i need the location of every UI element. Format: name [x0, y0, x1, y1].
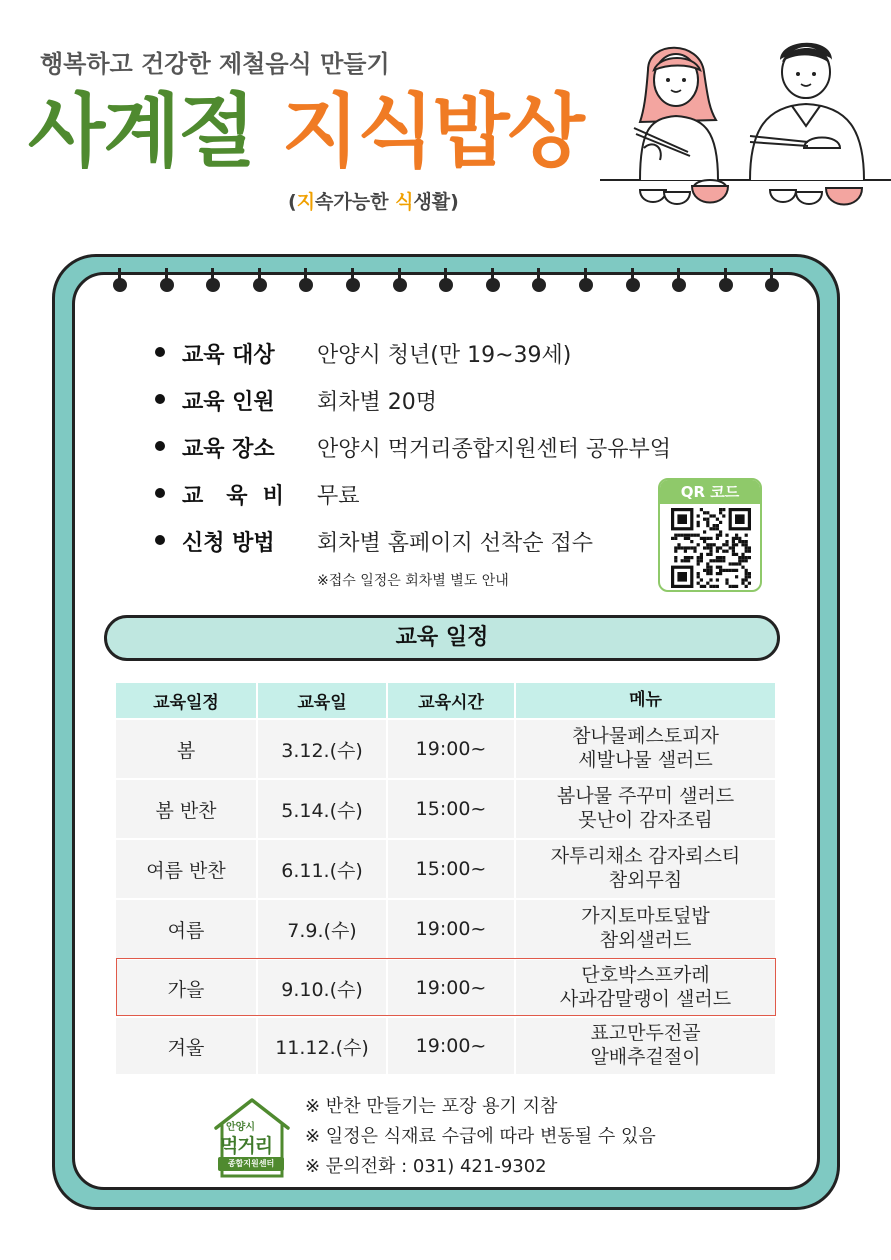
- menu-line-1: 가지토마토덮밥: [581, 905, 710, 928]
- time-cell: 19:00~: [388, 720, 514, 778]
- people-eating-illustration: [600, 30, 891, 230]
- schedule-title: 교육 일정: [104, 615, 780, 661]
- bullet-icon: [155, 347, 165, 357]
- date-cell: 7.9.(수): [258, 900, 386, 958]
- binder-ring-icon: [719, 278, 733, 292]
- logo-name: 먹거리: [220, 1135, 273, 1157]
- menu-line-2: 참외무침: [608, 869, 683, 891]
- menu-line-2: 못난이 감자조림: [578, 809, 713, 831]
- binder-ring-icon: [626, 278, 640, 292]
- title-part-2: 지식밥상: [281, 85, 583, 178]
- note-item: ※ 일정은 식재료 수급에 따라 변동될 수 있음: [305, 1126, 656, 1147]
- info-label: 교육 장소: [182, 437, 275, 462]
- date-cell: 5.14.(수): [258, 780, 386, 838]
- menu-line-2: 알배추겉절이: [590, 1046, 701, 1068]
- qr-code-box[interactable]: [658, 478, 762, 592]
- date-cell: 11.12.(수): [258, 1018, 386, 1074]
- time-cell: 19:00~: [388, 960, 514, 1016]
- qr-label: QR 코드: [660, 480, 760, 504]
- time-cell: 15:00~: [388, 780, 514, 838]
- info-value: 회차별 20명: [317, 390, 437, 415]
- binder-ring-icon: [346, 278, 360, 292]
- time-cell: 15:00~: [388, 840, 514, 898]
- tagline-highlight-1: 지: [296, 191, 316, 213]
- header-cell: 교육일정: [116, 683, 256, 718]
- bullet-icon: [155, 488, 165, 498]
- bullet-icon: [155, 535, 165, 545]
- info-label: 교육 인원: [182, 390, 275, 415]
- note-item: ※ 문의전화 : 031) 421-9302: [305, 1156, 547, 1177]
- binder-ring-icon: [393, 278, 407, 292]
- menu-line-1: 표고만두전골: [590, 1022, 701, 1045]
- season-cell: 봄: [116, 720, 256, 778]
- bullet-icon: [155, 441, 165, 451]
- table-row: [116, 720, 775, 778]
- binder-ring-icon: [160, 278, 174, 292]
- note-item: ※ 반찬 만들기는 포장 용기 지참: [305, 1096, 558, 1117]
- table-header-row: [116, 683, 775, 718]
- table-row: [116, 1018, 775, 1074]
- poster-title: [28, 85, 583, 178]
- bullet-icon: [155, 394, 165, 404]
- binder-ring-icon: [579, 278, 593, 292]
- menu-line-1: 자투리채소 감자뢰스티: [550, 845, 741, 868]
- qr-code-icon[interactable]: [670, 508, 752, 588]
- menu-line-1: 참나물페스토피자: [572, 725, 719, 748]
- season-cell: 겨울: [116, 1018, 256, 1074]
- info-value: 안양시 청년(만 19~39세): [317, 343, 572, 368]
- poster-subtitle: 행복하고 건강한 제철음식 만들기: [40, 50, 390, 78]
- menu-cell: [516, 720, 775, 778]
- season-cell: 여름 반찬: [116, 840, 256, 898]
- menu-line-2: 참외샐러드: [599, 929, 692, 951]
- table-row: [116, 900, 775, 958]
- menu-cell: [516, 1018, 775, 1074]
- poster-tagline: [288, 187, 459, 214]
- info-label: 교육 대상: [182, 343, 275, 368]
- season-cell: 봄 반찬: [116, 780, 256, 838]
- date-cell: 9.10.(수): [258, 960, 386, 1016]
- logo-center: 종합지원센터: [218, 1157, 284, 1171]
- time-cell: 19:00~: [388, 1018, 514, 1074]
- info-label: 교 육 비: [182, 484, 285, 509]
- binder-ring-icon: [486, 278, 500, 292]
- table-row: [116, 840, 775, 898]
- season-cell: 가을: [116, 960, 256, 1016]
- date-cell: 3.12.(수): [258, 720, 386, 778]
- header-cell: 교육시간: [388, 683, 514, 718]
- menu-cell: [516, 840, 775, 898]
- tagline-mid: 속가능한: [315, 191, 396, 213]
- menu-line-2: 사과감말랭이 샐러드: [559, 988, 732, 1010]
- menu-line-1: 단호박스프카레: [581, 964, 710, 987]
- menu-cell: [516, 780, 775, 838]
- info-value: 무료: [317, 484, 360, 509]
- logo-city: 안양시: [226, 1122, 255, 1133]
- info-note: ※접수 일정은 회차별 별도 안내: [317, 573, 509, 589]
- menu-line-1: 봄나물 주꾸미 샐러드: [556, 785, 735, 808]
- header-cell: 교육일: [258, 683, 386, 718]
- table-row: [116, 780, 775, 838]
- tagline-close: 생활): [413, 191, 459, 213]
- info-value: 회차별 홈페이지 선착순 접수: [317, 531, 594, 556]
- header-cell: 메뉴: [516, 683, 775, 718]
- date-cell: 6.11.(수): [258, 840, 386, 898]
- time-cell: 19:00~: [388, 900, 514, 958]
- highlighted-row-border: [116, 958, 776, 1016]
- info-label: 신청 방법: [182, 531, 275, 556]
- menu-cell: [516, 900, 775, 958]
- binder-ring-icon: [253, 278, 267, 292]
- title-part-1: 사계절: [28, 85, 254, 178]
- binder-ring-icon: [113, 278, 127, 292]
- tagline-highlight-2: 식: [395, 191, 414, 213]
- tagline-open: (: [288, 191, 297, 213]
- menu-line-2: 세발나물 샐러드: [578, 749, 713, 771]
- info-value: 안양시 먹거리종합지원센터 공유부엌: [317, 437, 672, 462]
- season-cell: 여름: [116, 900, 256, 958]
